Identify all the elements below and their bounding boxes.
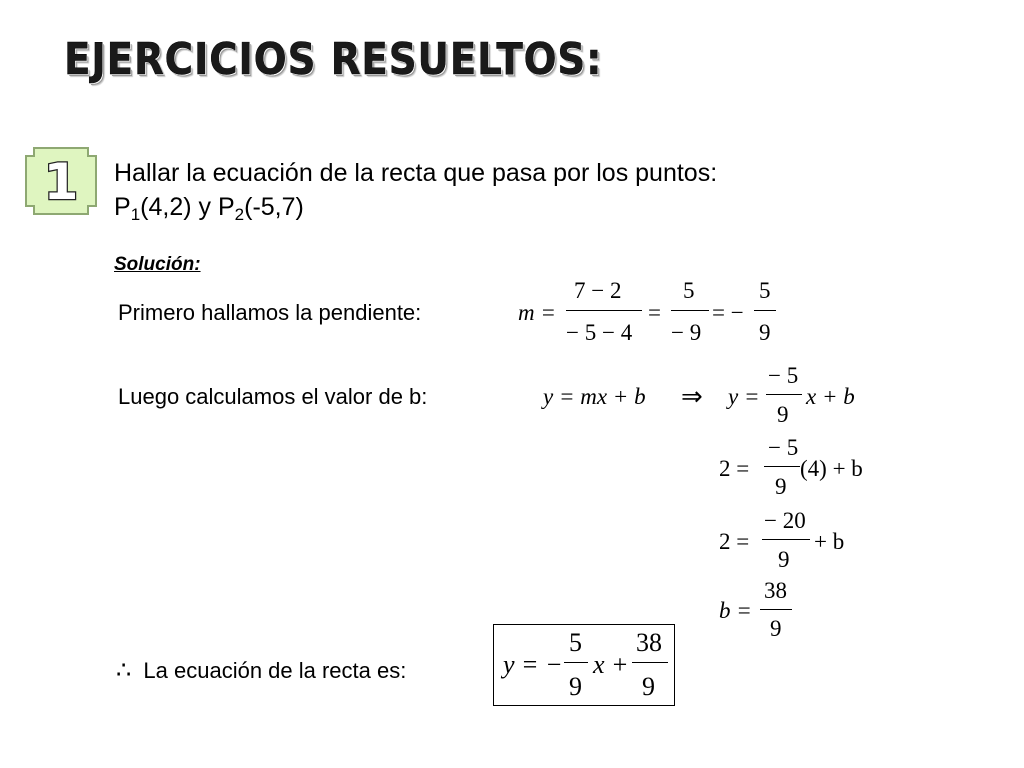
line3-rhs: + b bbox=[814, 529, 845, 554]
line3-lhs: 2 = bbox=[719, 529, 750, 554]
slope-num2: 5 bbox=[683, 278, 695, 303]
line4-num: 38 bbox=[764, 578, 787, 603]
line1-lhs: y = bbox=[728, 384, 760, 409]
general-form: y = mx + b bbox=[543, 384, 646, 409]
conclusion bbox=[116, 656, 406, 685]
implies-symbol: ⇒ bbox=[681, 382, 703, 411]
problem-statement bbox=[114, 156, 924, 224]
line2-lhs: 2 = bbox=[719, 456, 750, 481]
line2-rhs: (4) + b bbox=[800, 456, 863, 481]
final-mid: x + bbox=[593, 650, 629, 679]
slope-den2: − 9 bbox=[671, 320, 702, 345]
therefore-symbol: ∴ bbox=[116, 658, 132, 684]
line1-den: 9 bbox=[777, 402, 789, 427]
line3-num: − 20 bbox=[764, 508, 806, 533]
solution-heading: Solución: bbox=[114, 254, 201, 275]
line4-lhs: b = bbox=[719, 598, 752, 623]
exercise-number-badge bbox=[24, 146, 98, 216]
line1-num: − 5 bbox=[768, 363, 799, 388]
point-p1: $P_1(4,2)$ bbox=[114, 193, 192, 224]
slope-lhs: m = bbox=[518, 300, 556, 325]
final-lhs: y = − bbox=[503, 650, 563, 679]
slope-num3: 5 bbox=[759, 278, 771, 303]
final-den2: 9 bbox=[642, 672, 655, 701]
page-title: EJERCICIOS RESUELTOS: bbox=[64, 34, 603, 85]
line3-den: 9 bbox=[778, 547, 790, 572]
final-den1: 9 bbox=[569, 672, 582, 701]
slope-den1: − 5 − 4 bbox=[566, 320, 633, 345]
point-p2: $P_2(-5,7)$ bbox=[217, 193, 304, 224]
line1-rhs: x + b bbox=[806, 384, 855, 409]
line4-den: 9 bbox=[770, 616, 782, 641]
slope-den3: 9 bbox=[759, 320, 771, 345]
exercise-number: 1 bbox=[43, 153, 79, 211]
step2-label: Luego calculamos el valor de b: bbox=[118, 384, 428, 409]
step1-label: Primero hallamos la pendiente: bbox=[118, 300, 422, 325]
final-num1: 5 bbox=[569, 628, 582, 657]
conclusion-label: La ecuación de la recta es: bbox=[143, 658, 407, 683]
statement-text: Hallar la ecuación de la recta que pasa por los puntos: bbox=[114, 159, 718, 187]
line2-den: 9 bbox=[775, 474, 787, 499]
slope-num1: 7 − 2 bbox=[574, 278, 622, 303]
final-num2: 38 bbox=[636, 628, 662, 657]
line2-num: − 5 bbox=[768, 435, 799, 460]
conjunction: y bbox=[191, 193, 218, 221]
slope-eq2: = − bbox=[712, 300, 744, 325]
slope-eq1: = bbox=[648, 300, 661, 325]
